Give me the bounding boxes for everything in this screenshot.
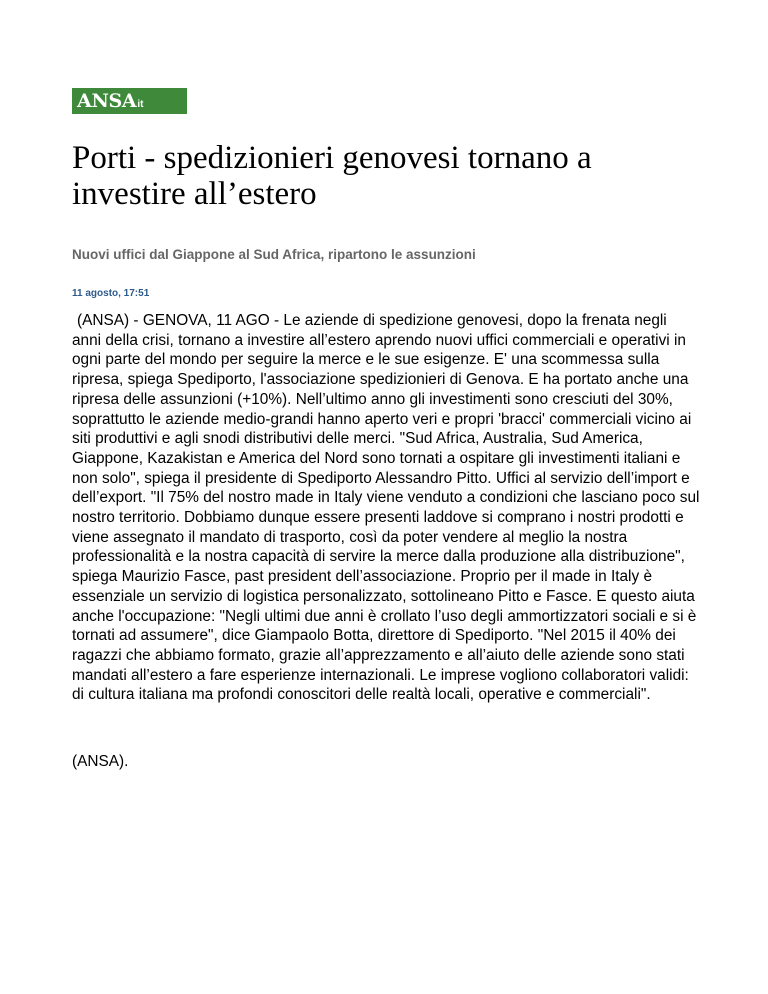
article-title: Porti - spedizionieri genovesi tornano a investire all’estero <box>72 140 592 212</box>
article-subtitle: Nuovi uffici dal Giappone al Sud Africa, ripartono le assunzioni <box>72 247 476 262</box>
logo-text: ANSA <box>77 89 137 112</box>
article-date: 11 agosto, 17:51 <box>72 288 150 299</box>
article-closing: (ANSA). <box>72 753 129 770</box>
article-body: (ANSA) - GENOVA, 11 AGO - Le aziende di spedizione genovesi, dopo la frenata negli anni della crisi, tornano a investire all’estero aprendo nuovi uffici commerciali e operativi in ogni parte del mondo per seguire la merce e le sue esigenze. E' una scommessa sulla ripresa, spiega Spediporto, l'associazione spedizionieri di Genova. E ha portato anche una ripresa delle assunzioni (+10%). Nell’ultimo anno gli investimenti sono cresciuti del 30%, soprattutto le aziende medio-grandi hanno aperto veri e propri 'bracci' commerciali vicino ai siti produttivi e agli snodi distributivi delle merci. "Sud Africa, Australia, Sud America, Giappone, Kazakistan e America del Nord sono tornati a ospitare gli investimenti italiani e non solo", spiega il presidente di Spediporto Alessandro Pitto. Uffici al servizio dell’import e dell’export. "Il 75% del nostro made in Italy viene venduto a condizioni che lasciano poco sul nostro territorio. Dobbiamo dunque essere presenti laddove si comprano i nostri prodotti e viene assegnato il mandato di trasporto, così da poter vendere al meglio la nostra professionalità e la nostra capacità di servire la merce dalla produzione alla distribuzione", spiega Maurizio Fasce, past president dell’associazione. Proprio per il made in Italy è essenziale un servizio di logistica personalizzato, sottolineano Pitto e Fasce. E questo aiuta anche l'occupazione: "Negli ultimi due anni è crollato l’uso degli ammortizzatori sociali e si è tornati ad assumere", dice Giampaolo Botta, direttore di Spediporto. "Nel 2015 il 40% dei ragazzi che abbiamo formato, grazie all’apprezzamento e all’aiuto delle aziende sono stati mandati all’estero a fare esperienze internazionali. Le imprese vogliono collaboratori validi: di cultura italiana ma profondi conoscitori delle realtà locali, operative e commerciali". <box>72 312 700 704</box>
ansa-logo[interactable] <box>72 88 187 114</box>
logo-suffix: it <box>137 98 144 110</box>
